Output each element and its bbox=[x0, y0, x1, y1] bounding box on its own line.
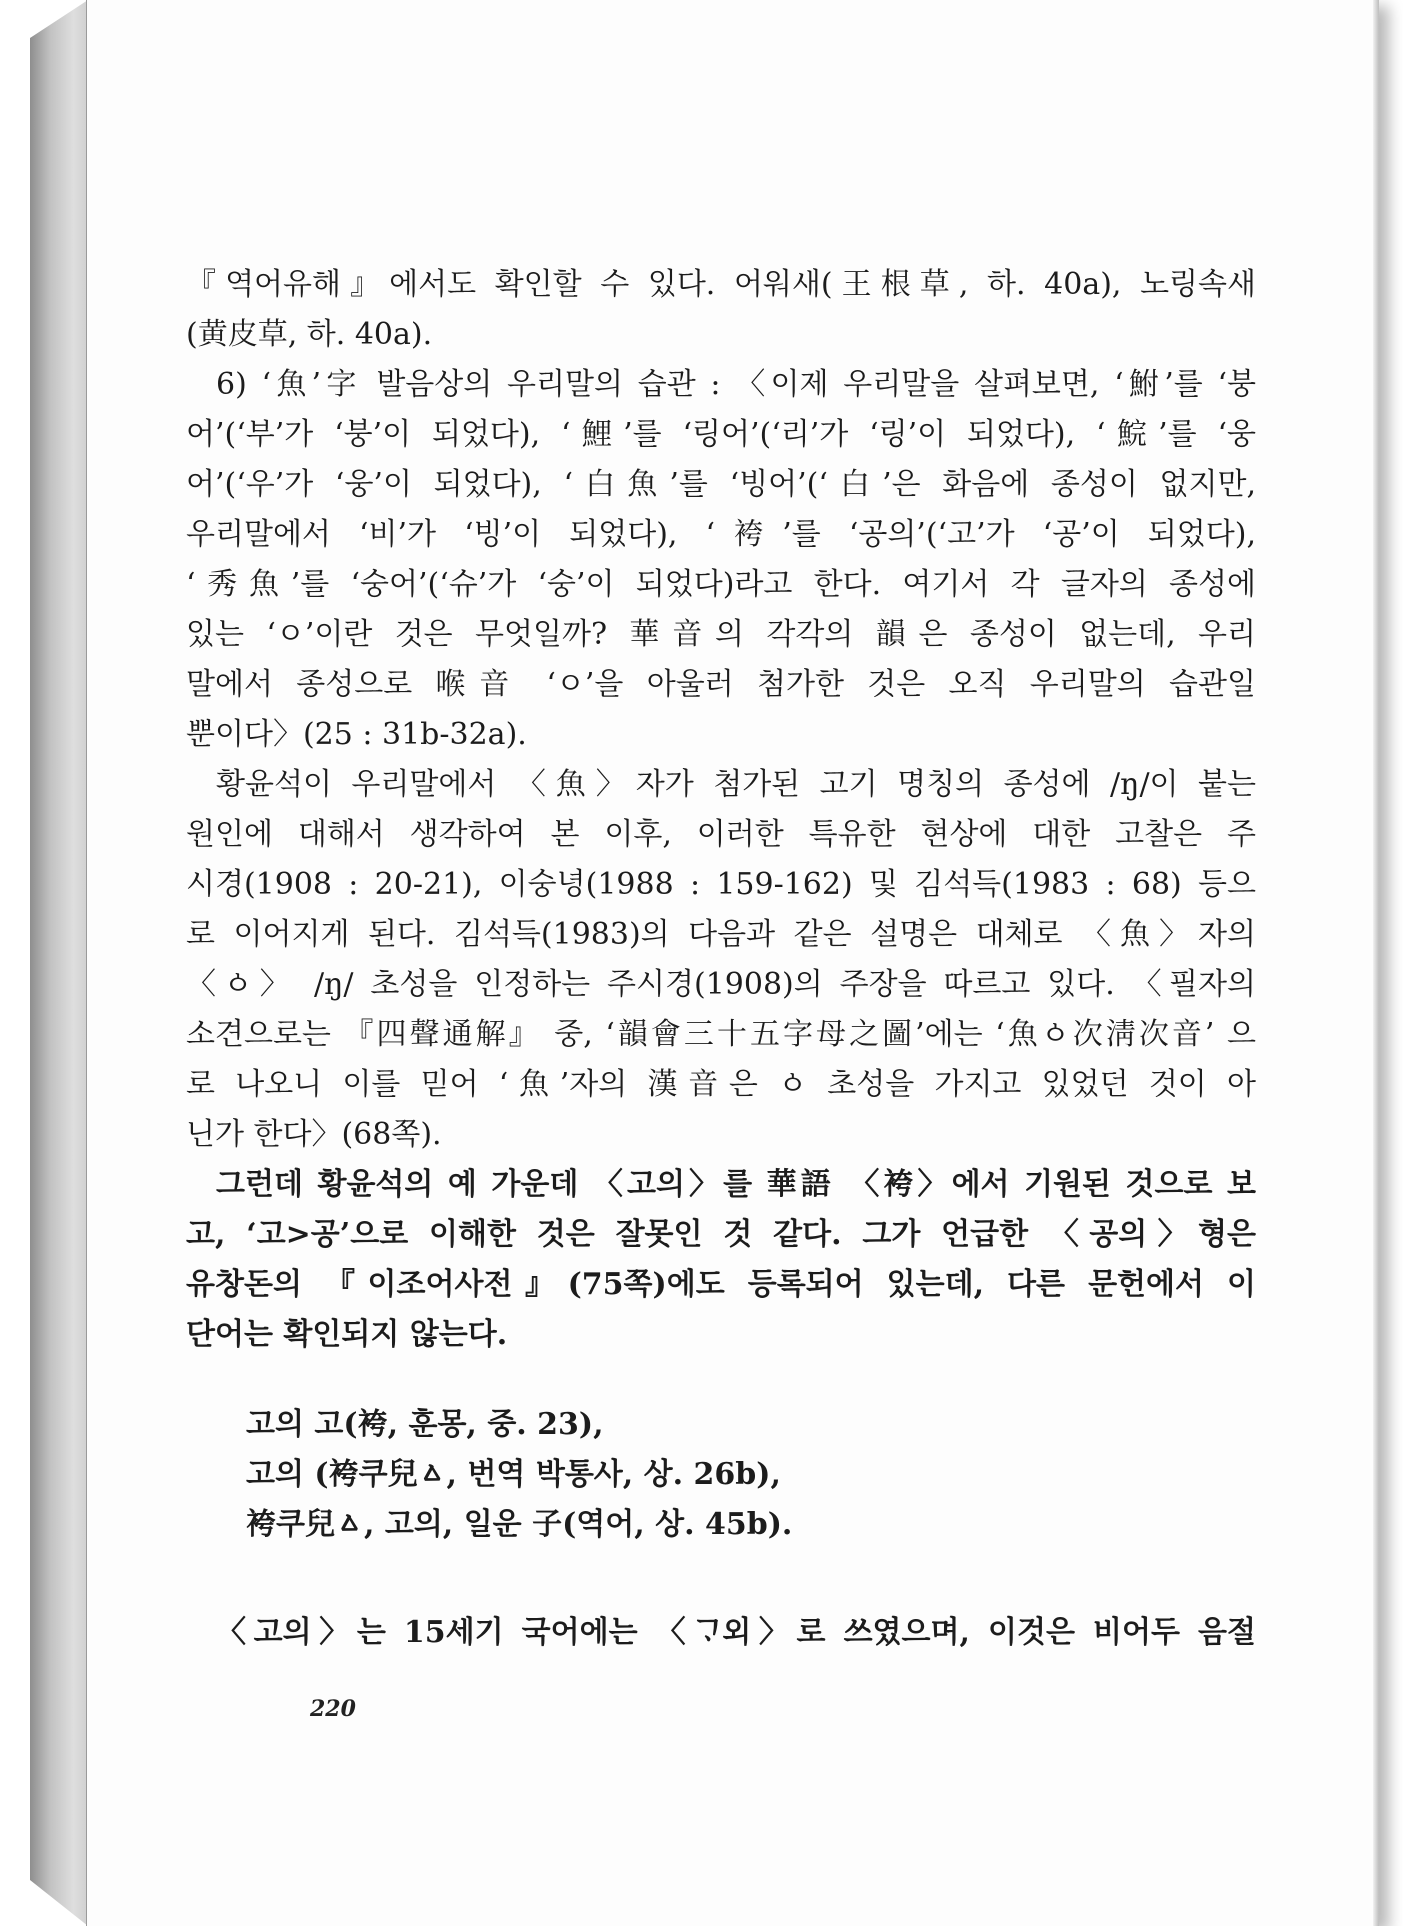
body-text bbox=[186, 260, 1256, 1658]
text-line: (黄皮草, 하. 40a). bbox=[186, 317, 433, 352]
text-line: 로 나오니 이를 믿어 ‘魚’자의 漢音은 ㆁ 초성을 가지고 있었던 것이 아 bbox=[186, 1067, 1256, 1102]
text-line: 우리말에서 ‘비’가 ‘빙’이 되었다), ‘袴’를 ‘공의’(‘고’가 ‘공’이 되었다), bbox=[186, 517, 1256, 552]
text-line: 시경(1908 : 20-21), 이숭녕(1988 : 159-162) 및 김석득(1983 : 68) 등으 bbox=[186, 867, 1256, 902]
text-line: 말에서 종성으로 喉音 ‘ㅇ’을 아울러 첨가한 것은 오직 우리말의 습관일 bbox=[186, 667, 1256, 702]
text-line: 어’(‘우’가 ‘웅’이 되었다), ‘白魚’를 ‘빙어’(‘白’은 화음에 종성이 없지만, bbox=[186, 467, 1256, 502]
text-line: 〈ㆁ〉 /ŋ/ 초성을 인정하는 주시경(1908)의 주장을 따르고 있다. 〈필자의 bbox=[186, 967, 1256, 1002]
text-line: ‘秀魚’를 ‘숭어’(‘슈’가 ‘숭’이 되었다)라고 한다. 여기서 각 글자의 종성에 bbox=[186, 567, 1256, 602]
page-number: 220 bbox=[310, 1696, 356, 1722]
text-line: 황윤석이 우리말에서 〈魚〉자가 첨가된 고기 명칭의 종성에 /ŋ/이 붙는 bbox=[216, 767, 1256, 802]
book-spine bbox=[30, 0, 88, 1926]
example-line: 고의 고(袴, 훈몽, 중. 23), bbox=[246, 1407, 604, 1442]
example-line: 고의 (袴쿠兒ㅿ, 번역 박통사, 상. 26b), bbox=[246, 1457, 781, 1492]
text-line: 뿐이다〉(25 : 31b-32a). bbox=[186, 717, 527, 752]
text-line: 고, ‘고>공’으로 이해한 것은 잘못인 것 같다. 그가 언급한 〈공의〉형은 bbox=[186, 1217, 1256, 1252]
closing-line: 〈고의〉는 15세기 국어에는 〈ᄀᆞ외〉로 쓰였으며, 이것은 비어두 음절 bbox=[216, 1615, 1256, 1650]
text-line: 그런데 황윤석의 예 가운데 〈고의〉를 華語 〈袴〉에서 기원된 것으로 보 bbox=[216, 1167, 1256, 1202]
spacer bbox=[186, 1550, 1256, 1608]
page-edge bbox=[1373, 0, 1379, 1926]
text-line: 원인에 대해서 생각하여 본 이후, 이러한 특유한 현상에 대한 고찰은 주 bbox=[186, 817, 1256, 852]
spacer bbox=[186, 1360, 1256, 1400]
text-line: 있는 ‘ㅇ’이란 것은 무엇일까? 華音의 각각의 韻은 종성이 없는데, 우리 bbox=[186, 617, 1256, 652]
text-line: 닌가 한다〉(68쪽). bbox=[186, 1117, 442, 1152]
text-line: 어’(‘부’가 ‘붕’이 되었다), ‘鯉’를 ‘링어’(‘리’가 ‘링’이 되었다), ‘鯇’를 ‘웅 bbox=[186, 417, 1256, 452]
text-line: 소견으로는 『四聲通解』 중, ‘韻會三十五字母之圖’에는 ‘魚ㆁ次淸次音’ 으 bbox=[186, 1017, 1256, 1052]
example-line: 袴쿠兒ㅿ, 고의, 일운 子(역어, 상. 45b). bbox=[246, 1507, 793, 1542]
text-line: 『역어유해』에서도 확인할 수 있다. 어워새(王根草, 하. 40a), 노링속새 bbox=[186, 267, 1256, 302]
text-line: 유창돈의 『이조어사전』(75쪽)에도 등록되어 있는데, 다른 문헌에서 이 bbox=[186, 1267, 1256, 1302]
text-line: 단어는 확인되지 않는다. bbox=[186, 1317, 508, 1352]
text-line: 로 이어지게 된다. 김석득(1983)의 다음과 같은 설명은 대체로 〈魚〉자의 bbox=[186, 917, 1256, 952]
text-line: 6) ‘魚’字 발음상의 우리말의 습관 : 〈이제 우리말을 살펴보면, ‘鮒’를 ‘붕 bbox=[216, 367, 1256, 402]
